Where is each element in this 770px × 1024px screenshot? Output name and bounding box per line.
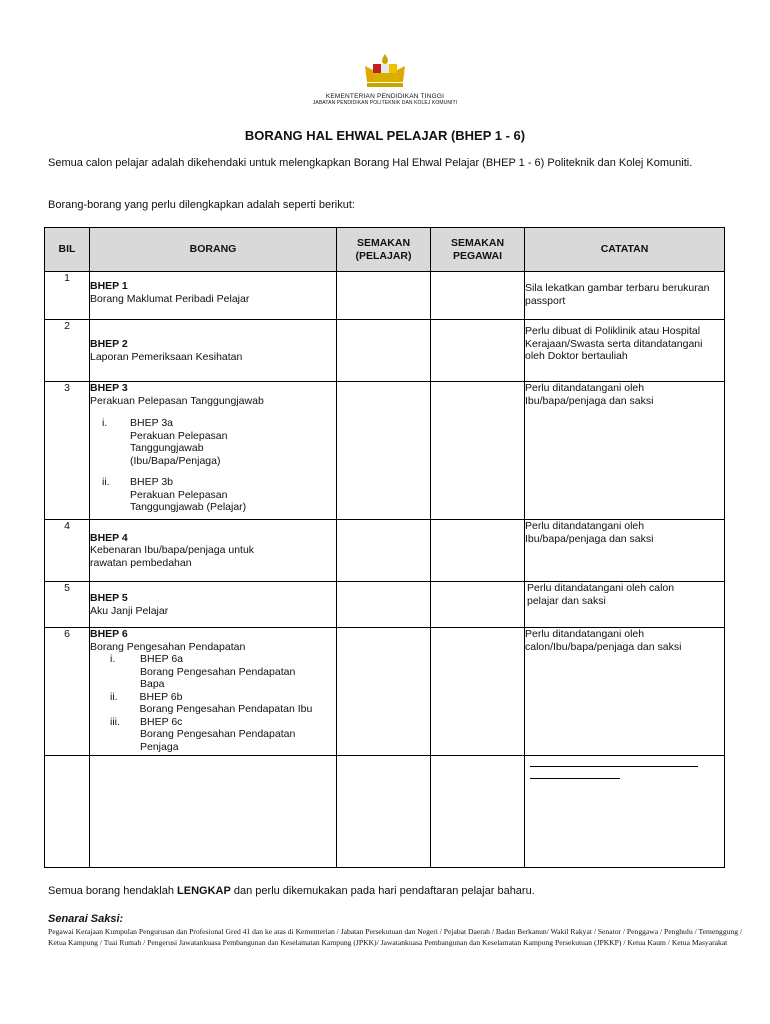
form-desc: Aku Janji Pelajar [90, 604, 169, 617]
row-borang [90, 320, 337, 382]
write-line [530, 766, 698, 767]
sub-num: i. [102, 417, 108, 429]
row-borang [90, 628, 337, 756]
semakan-pegawai-cell[interactable] [431, 382, 525, 520]
intro-paragraph: Semua calon pelajar adalah dikehendaki untuk melengkapkan Borang Hal Ehwal Pelajar (BHEP 1 - 6) Politeknik dan Kolej Komuniti. [48, 157, 693, 169]
form-code: BHEP 4 [90, 531, 128, 544]
header-semakan-pegawai-l2: PEGAWAI [452, 249, 502, 262]
table-row [45, 320, 725, 382]
row-borang [90, 272, 337, 320]
sub-desc: Borang Pengesahan Pendapatan Ibu [139, 703, 313, 715]
header-semakan-pelajar-l1: SEMAKAN [356, 236, 411, 249]
form-desc: Laporan Pemeriksaan Kesihatan [90, 350, 243, 363]
form-desc: Borang Maklumat Peribadi Pelajar [90, 292, 250, 305]
sub-code: BHEP 3a [130, 417, 173, 429]
row-bil: 1 [45, 272, 90, 320]
row-catatan [525, 582, 725, 628]
catatan-text: Perlu ditandatangani oleh calon/Ibu/bapa/penjaga dan saksi [525, 628, 682, 653]
catatan-text: Perlu ditandatangani oleh calon pelajar dan saksi [527, 582, 675, 607]
row-bil: 4 [45, 520, 90, 582]
write-line [530, 778, 620, 779]
row-catatan [525, 628, 725, 756]
crest-icon [357, 52, 413, 92]
row-catatan: Perlu dibuat di Poliklinik atau Hospital Kerajaan/Swasta serta ditandatangani oleh Doktor bertauliah [525, 320, 725, 382]
sub-item [110, 653, 336, 691]
sub-num: iii. [110, 715, 120, 728]
header-semakan-pegawai-l1: SEMAKAN [450, 236, 505, 249]
page-title: BORANG HAL EHWAL PELAJAR (BHEP 1 - 6) [244, 128, 526, 143]
header-semakan-pegawai [431, 228, 525, 272]
blank-borang-cell[interactable] [90, 756, 337, 868]
row-bil: 5 [45, 582, 90, 628]
sub-desc: Perakuan Pelepasan Tanggungjawab (Ibu/Bapa/Penjaga) [130, 429, 228, 467]
table-row [45, 628, 725, 756]
semakan-pegawai-cell[interactable] [431, 582, 525, 628]
form-code: BHEP 3 [90, 382, 128, 394]
header-borang: BORANG [90, 228, 337, 272]
blank-bil-cell[interactable] [45, 756, 90, 868]
sub-num: i. [110, 653, 116, 665]
sub-desc: Borang Pengesahan Pendapatan Penjaga [140, 728, 296, 753]
semakan-pegawai-cell[interactable] [431, 756, 525, 868]
forms-table [44, 227, 725, 868]
sub-num: ii. [102, 476, 110, 488]
row-borang [90, 382, 337, 520]
form-code: BHEP 2 [90, 338, 128, 350]
department-name: JABATAN PENDIDIKAN POLITEKNIK DAN KOLEJ KOMUNITI [312, 100, 458, 106]
sub-desc: Perakuan Pelepasan Tanggungjawab (Pelajar) [130, 488, 247, 513]
header-semakan-pelajar-l2: (PELAJAR) [355, 249, 412, 262]
header-bil: BIL [45, 228, 90, 272]
saksi-heading: Senarai Saksi: [48, 913, 124, 925]
blank-catatan-cell[interactable] [525, 756, 725, 868]
footer-bold: LENGKAP [177, 885, 231, 897]
row-catatan [525, 382, 725, 520]
header-catatan: CATATAN [525, 228, 725, 272]
form-desc: Perakuan Pelepasan Tanggungjawab [90, 394, 264, 407]
sub-item [102, 417, 336, 467]
sub-item [102, 476, 336, 514]
semakan-pelajar-cell[interactable] [337, 382, 431, 520]
row-bil: 3 [45, 382, 90, 520]
header-semakan-pelajar [337, 228, 431, 272]
semakan-pelajar-cell[interactable] [337, 520, 431, 582]
sub-code: BHEP 6c [140, 715, 183, 728]
semakan-pelajar-cell[interactable] [337, 756, 431, 868]
sub-desc: Borang Pengesahan Pendapatan Bapa [140, 665, 296, 690]
semakan-pelajar-cell[interactable] [337, 272, 431, 320]
form-desc: Borang Pengesahan Pendapatan [90, 640, 246, 653]
semakan-pegawai-cell[interactable] [431, 272, 525, 320]
ministry-crest [300, 52, 470, 108]
row-borang [90, 520, 337, 582]
semakan-pelajar-cell[interactable] [337, 628, 431, 756]
semakan-pelajar-cell[interactable] [337, 320, 431, 382]
footer-note [48, 885, 535, 897]
semakan-pegawai-cell[interactable] [431, 520, 525, 582]
sub-item [110, 716, 336, 754]
footer-before: Semua borang hendaklah [48, 885, 178, 897]
footer-after: dan perlu dikemukakan pada hari pendaftaran pelajar baharu. [230, 885, 535, 897]
sub-code: BHEP 6b [139, 690, 183, 703]
table-row-blank [45, 756, 725, 868]
catatan-text: Perlu ditandatangani oleh Ibu/bapa/penjaga dan saksi [525, 520, 654, 545]
semakan-pelajar-cell[interactable] [337, 582, 431, 628]
table-row [45, 382, 725, 520]
form-code: BHEP 6 [90, 628, 128, 640]
table-row [45, 520, 725, 582]
sub-code: BHEP 6a [140, 653, 183, 665]
saksi-text: Pegawai Kerajaan Kumpulan Pengurusan dan Profesional Gred 41 dan ke atas di Kementerian / Jabatan Persekutuan dan Negeri / Pejabat Daerah / Badan Berkanun/ Wakil Rakyat / Senator / Penggawa / Penghulu / Temenggung / Ketua Kampung / Tuai Rumah / Pengerusi Jawatankuasa Pembangunan dan Keselamatan Kampung (JPKK)/ Jawatankuasa Pembangunan dan Keselamatan Kampung Persekutuan (JPKKP) / Ketua Kaum / Ketua Masyarakat [48, 927, 743, 947]
table-row [45, 272, 725, 320]
semakan-pegawai-cell[interactable] [431, 320, 525, 382]
ministry-name: KEMENTERIAN PENDIDIKAN TINGGI [325, 93, 445, 100]
form-desc: Kebenaran Ibu/bapa/penjaga untuk rawatan pembedahan [90, 544, 255, 569]
form-code: BHEP 1 [90, 280, 128, 292]
table-header-row [45, 228, 725, 272]
semakan-pegawai-cell[interactable] [431, 628, 525, 756]
row-borang [90, 582, 337, 628]
row-bil: 2 [45, 320, 90, 382]
row-catatan [525, 520, 725, 582]
sub-code: BHEP 3b [130, 476, 173, 488]
form-code: BHEP 5 [90, 592, 128, 604]
lead-text: Borang-borang yang perlu dilengkapkan adalah seperti berikut: [48, 199, 355, 211]
sub-num: ii. [110, 690, 118, 703]
row-bil: 6 [45, 628, 90, 756]
sub-item [110, 691, 336, 716]
row-catatan: Sila lekatkan gambar terbaru berukuran passport [525, 272, 725, 320]
table-row [45, 582, 725, 628]
catatan-text: Perlu ditandatangani oleh Ibu/bapa/penjaga dan saksi [525, 382, 654, 407]
